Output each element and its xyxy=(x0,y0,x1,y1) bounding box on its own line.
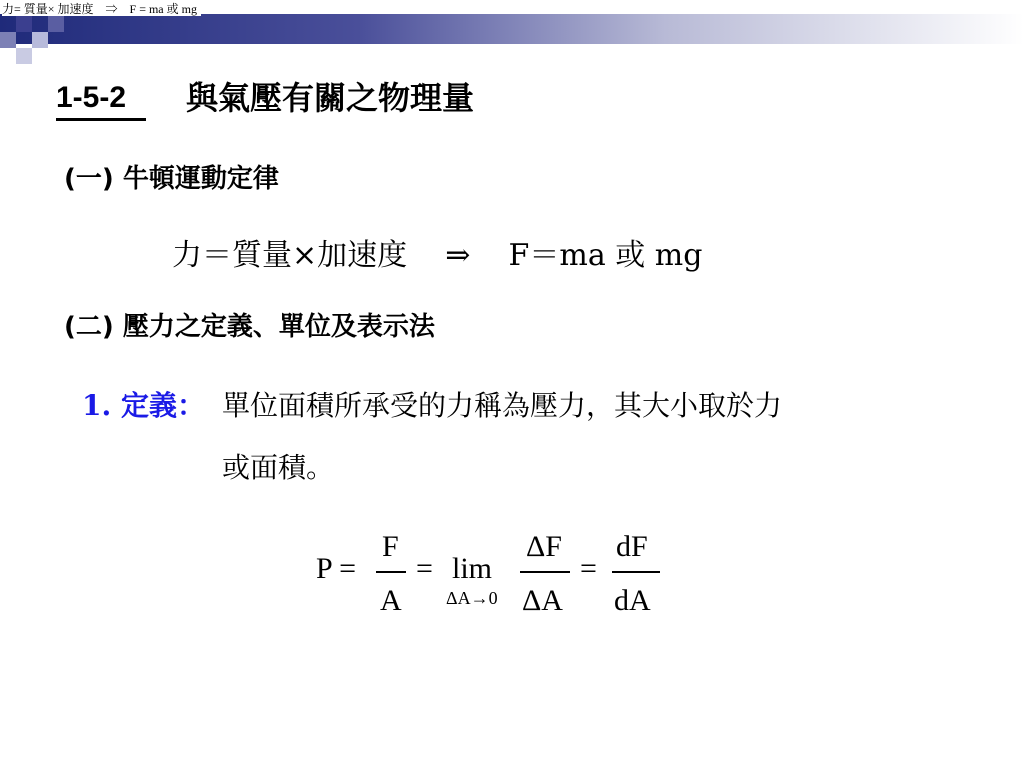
square-decoration xyxy=(16,16,32,32)
formula-equals: = xyxy=(580,552,597,585)
formula-frac1-denominator: A xyxy=(380,584,402,617)
formula-equals: = xyxy=(416,552,433,585)
formula-lhs: P = xyxy=(316,552,356,585)
formula-frac2-numerator: ΔF xyxy=(526,530,562,563)
part2-heading: (二) 壓力之定義、單位及表示法 xyxy=(64,312,435,342)
slide-header-text: 力= 質量× 加速度 ⇒ F = ma 或 mg xyxy=(2,2,201,16)
square-decoration xyxy=(48,16,64,32)
newton-equation: 力＝質量×加速度 ⇒ F＝ma 或 mg xyxy=(172,238,703,273)
fraction-bar xyxy=(520,571,570,573)
part1-heading: (一) 牛頓運動定律 xyxy=(64,164,279,194)
header-band xyxy=(0,14,1024,44)
formula-frac1-numerator: F xyxy=(382,530,399,563)
definition-label: 1. 定義： xyxy=(82,389,205,422)
square-decoration xyxy=(16,48,32,64)
fraction-bar xyxy=(376,571,406,573)
fraction-bar xyxy=(612,571,660,573)
section-number: 1-5-2 xyxy=(56,81,127,114)
formula-frac3-numerator: dF xyxy=(616,530,648,563)
square-decoration xyxy=(0,32,16,48)
formula-frac2-denominator: ΔA xyxy=(522,584,563,617)
square-decoration xyxy=(32,32,48,48)
formula-frac3-denominator: dA xyxy=(614,584,651,617)
formula-lim-subscript: ΔA→0 xyxy=(446,588,498,608)
definition-text-line1: 單位面積所承受的力稱為壓力，其大小取於力 xyxy=(222,389,783,422)
section-title: 與氣壓有關之物理量 xyxy=(186,79,475,117)
formula-lim: lim xyxy=(452,552,493,585)
section-number-underline xyxy=(56,118,146,121)
definition-text-line2: 或面積。 xyxy=(222,451,335,484)
